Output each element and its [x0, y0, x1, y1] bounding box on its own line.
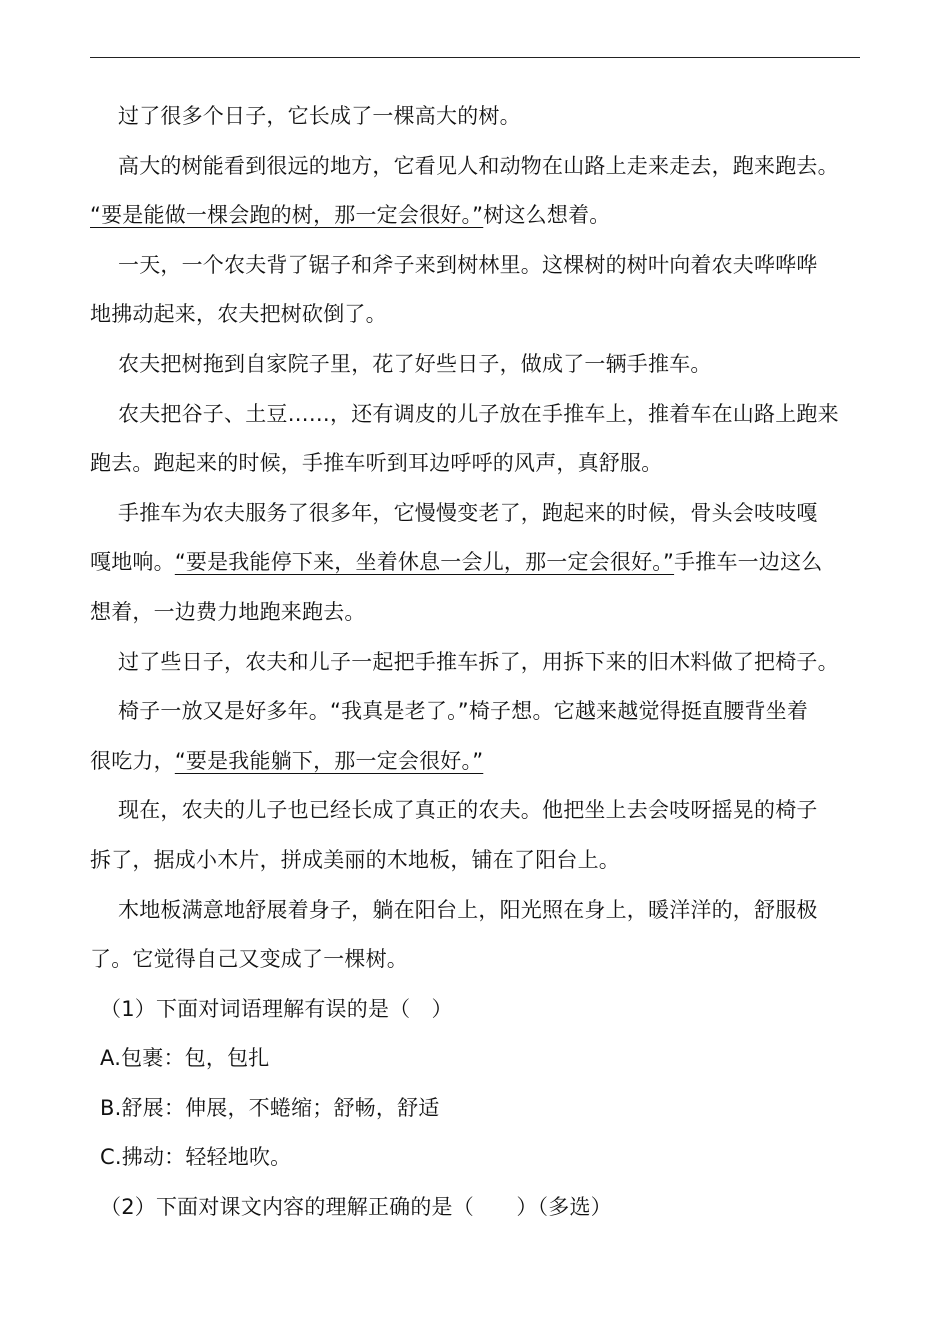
paragraph-text: 农夫把树拖到自家院子里，花了好些日子，做成了一辆手推车。 [118, 351, 712, 376]
question-1-option-c [90, 1137, 865, 1187]
paragraph-8 [90, 691, 865, 741]
paragraph-text: 现在，农夫的儿子也已经长成了真正的农夫。他把坐上去会吱呀摇晃的椅子 [118, 798, 818, 823]
document-body [90, 96, 865, 1237]
paragraph-text: 高大的树能看到很远的地方，它看见人和动物在山路上走来走去，跑来跑去。 [118, 153, 839, 178]
paragraph-text: 树这么想着。 [483, 203, 611, 228]
paragraph-9 [90, 790, 865, 840]
paragraph-1 [90, 96, 865, 146]
paragraph-text: 手推车为农夫服务了很多年，它慢慢变老了，跑起来的时候，骨头会吱吱嘎 [118, 500, 818, 525]
question-text: （2）下面对课文内容的理解正确的是（ ）（多选） [100, 1195, 612, 1220]
question-1-stem [90, 989, 865, 1039]
option-text: A.包裹：包，包扎 [100, 1046, 270, 1071]
paragraph-text: 过了些日子，农夫和儿子一起把手推车拆了，用拆下来的旧木料做了把椅子。 [118, 649, 839, 674]
paragraph-6-continued [90, 542, 865, 592]
paragraph-10-continued [90, 939, 865, 989]
paragraph-text: 木地板满意地舒展着身子，躺在阳台上，阳光照在身上，暖洋洋的，舒服极 [118, 897, 818, 922]
paragraph-6-end [90, 592, 865, 642]
underlined-quote: “要是我能停下来，坐着休息一会儿，那一定会很好。” [174, 550, 675, 575]
paragraph-text: 手推车一边这么 [674, 550, 823, 575]
paragraph-text: 了。它觉得自己又变成了一棵树。 [90, 947, 408, 972]
paragraph-text: 过了很多个日子，它长成了一棵高大的树。 [118, 104, 521, 128]
paragraph-9-continued [90, 840, 865, 890]
question-1-option-a [90, 1038, 865, 1088]
paragraph-7 [90, 642, 865, 692]
paragraph-3-continued [90, 294, 865, 344]
option-text: C.拂动：轻轻地吹。 [100, 1145, 292, 1170]
paragraph-3 [90, 245, 865, 295]
question-1-option-b [90, 1088, 865, 1138]
paragraph-text: 跑去。跑起来的时候，手推车听到耳边呼呼的风声，真舒服。 [90, 451, 663, 476]
option-text: B.舒展：伸展，不蜷缩；舒畅，舒适 [100, 1095, 440, 1120]
paragraph-10 [90, 890, 865, 940]
paragraph-text: 农夫把谷子、土豆……，还有调皮的儿子放在手推车上，推着车在山路上跑来 [118, 401, 839, 426]
paragraph-6 [90, 493, 865, 543]
question-2-stem [90, 1187, 865, 1237]
underlined-quote: “要是能做一棵会跑的树，那一定会很好。” [90, 203, 484, 228]
question-text: （1）下面对词语理解有误的是（ ） [100, 996, 453, 1021]
paragraph-text: 椅子一放又是好多年。“我真是老了。”椅子想。它越来越觉得挺直腰背坐着 [118, 699, 809, 724]
paragraph-8-continued [90, 741, 865, 791]
paragraph-4 [90, 344, 865, 394]
paragraph-text: 地拂动起来，农夫把树砍倒了。 [90, 302, 387, 327]
paragraph-text: 很吃力， [90, 748, 175, 773]
underlined-quote: “要是我能躺下，那一定会很好。” [174, 748, 484, 773]
paragraph-text: 一天，一个农夫背了锯子和斧子来到树林里。这棵树的树叶向着农夫哗哗哗 [118, 252, 818, 277]
paragraph-text: 想着，一边费力地跑来跑去。 [90, 599, 366, 624]
header-rule [90, 57, 860, 58]
paragraph-2-continued [90, 195, 865, 245]
paragraph-5-continued [90, 443, 865, 493]
paragraph-text: 拆了，据成小木片，拼成美丽的木地板，铺在了阳台上。 [90, 847, 620, 872]
paragraph-5 [90, 394, 865, 444]
paragraph-text: 嘎地响。 [90, 550, 175, 575]
paragraph-2 [90, 146, 865, 196]
